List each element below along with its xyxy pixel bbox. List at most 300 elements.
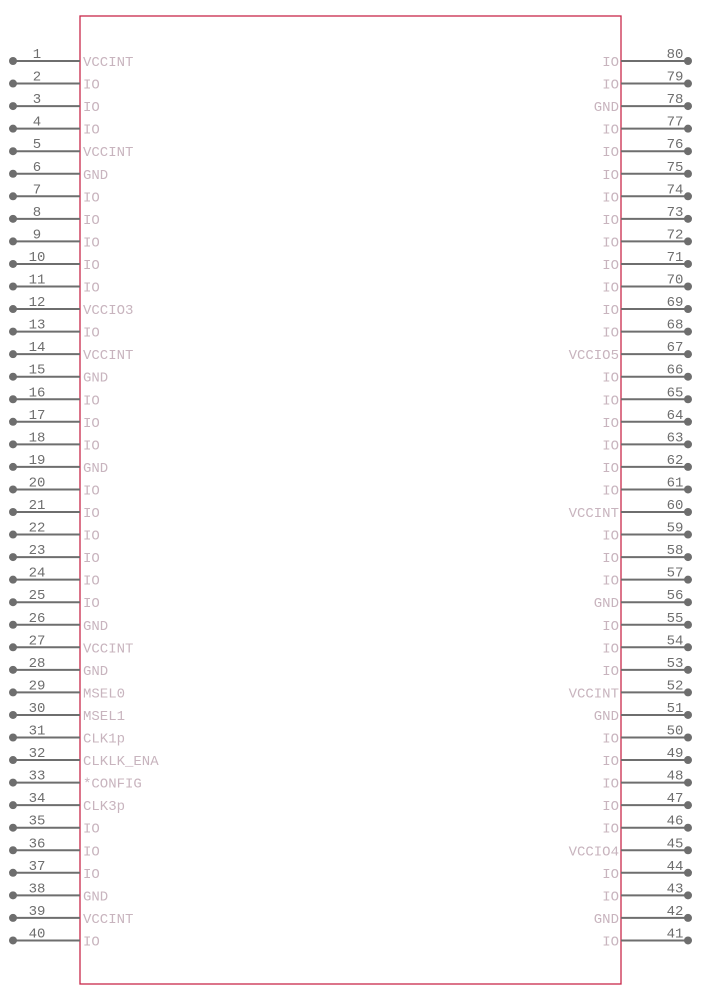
pin-end-dot [684,914,692,922]
pin-end-dot [9,147,17,155]
pin-end-dot [9,440,17,448]
pin-end-dot [9,936,17,944]
pin-number: 69 [666,295,684,312]
pin-end-dot [684,192,692,200]
pin-end-dot [9,463,17,471]
pin-number: 57 [666,565,684,582]
pin-number: 61 [666,475,684,492]
pin-name: IO [83,483,100,500]
pin-number: 43 [666,881,684,898]
pin-number: 68 [666,317,684,334]
pin-number: 13 [28,317,46,334]
pin-name: IO [602,303,619,320]
pin-end-dot [9,621,17,629]
pin-name: VCCINT [83,911,134,928]
pin-end-dot [9,824,17,832]
pin-24 [9,566,100,590]
pin-number: 79 [666,69,684,86]
pin-end-dot [684,147,692,155]
pin-33 [9,769,142,793]
pin-name: MSEL1 [83,708,126,725]
pin-42 [594,904,692,928]
pin-end-dot [684,688,692,696]
pin-name: IO [602,235,619,252]
pin-name: IO [83,506,100,522]
pin-45 [569,836,692,860]
pin-end-dot [9,576,17,584]
pin-number: 74 [666,182,684,199]
pin-end-dot [9,711,17,719]
pin-number: 21 [28,498,46,514]
pin-15 [9,363,108,387]
pin-end-dot [684,531,692,539]
pin-number: 28 [28,655,46,672]
pin-17 [9,408,100,432]
pin-name: CLK3p [83,799,126,816]
pin-name: IO [83,866,100,883]
pin-number: 66 [666,362,684,379]
pin-name: GND [593,911,619,928]
pin-number: 62 [666,452,684,469]
pin-41 [602,926,692,950]
pin-end-dot [684,598,692,606]
pin-72 [602,227,692,251]
pin-number: 26 [28,610,46,627]
pin-61 [602,475,692,499]
pin-65 [602,385,692,409]
pin-name: VCCINT [83,145,134,162]
pin-name: IO [602,122,619,139]
pin-number: 77 [666,114,684,131]
pin-end-dot [684,170,692,178]
pin-number: 45 [666,836,684,853]
pin-number: 3 [32,92,42,109]
pin-end-dot [9,734,17,742]
pin-end-dot [684,801,692,809]
pin-47 [602,791,692,815]
pin-number: 78 [666,92,684,109]
pin-name: IO [83,393,100,410]
pin-name: IO [83,934,100,951]
pin-79 [602,70,692,94]
pin-43 [602,881,692,905]
pin-number: 6 [32,159,42,176]
pin-number: 15 [28,362,46,379]
pin-name: IO [83,844,100,861]
pin-26 [9,611,108,635]
pin-name: IO [602,799,619,816]
pin-end-dot [9,666,17,674]
pin-end-dot [684,936,692,944]
pin-end-dot [684,846,692,854]
pin-name: VCCIO5 [568,348,619,365]
pin-end-dot [684,283,692,291]
pin-number: 32 [28,746,46,763]
pin-end-dot [684,237,692,245]
pin-66 [602,363,692,387]
pin-name: VCCIO4 [568,844,619,861]
pin-end-dot [9,485,17,493]
pin-19 [9,453,108,477]
pin-name: IO [83,100,100,117]
pin-end-dot [9,508,17,516]
pin-13 [9,318,100,342]
pin-number: 12 [28,295,46,312]
pin-name: IO [83,280,100,297]
pin-end-dot [684,125,692,133]
pin-name: IO [602,663,619,680]
pin-2 [9,70,100,94]
pin-name: GND [83,889,109,906]
pin-number: 80 [666,47,684,63]
pin-9 [9,227,100,251]
pin-number: 2 [32,69,42,86]
pin-number: 41 [666,926,684,943]
pin-number: 65 [666,385,684,402]
pin-end-dot [9,891,17,899]
pin-1 [9,47,133,71]
pin-6 [9,160,108,184]
pin-number: 7 [32,182,42,199]
pin-end-dot [9,170,17,178]
pin-name: IO [83,122,100,139]
pin-end-dot [684,576,692,584]
pin-37 [9,859,100,883]
pin-name: IO [602,528,619,545]
pin-name: IO [602,257,619,274]
pin-8 [9,205,100,229]
pin-34 [9,791,125,815]
pin-end-dot [684,824,692,832]
pin-number: 25 [28,588,46,605]
pin-4 [9,115,100,139]
pin-53 [602,656,692,680]
pin-75 [602,160,692,184]
pin-48 [602,769,692,793]
pin-end-dot [684,350,692,358]
pin-name: IO [602,483,619,500]
pin-number: 38 [28,881,46,898]
pin-end-dot [684,328,692,336]
pin-name: CLK1p [83,731,126,748]
pin-number: 76 [666,137,684,154]
pin-number: 44 [666,858,684,875]
pin-end-dot [684,621,692,629]
pin-end-dot [684,553,692,561]
pin-end-dot [9,418,17,426]
pin-71 [602,250,692,274]
pin-end-dot [684,440,692,448]
pin-end-dot [684,57,692,65]
pin-name: IO [602,866,619,883]
pin-31 [9,724,125,748]
pin-number: 71 [666,249,684,266]
pin-62 [602,453,692,477]
pin-number: 46 [666,813,684,830]
pin-end-dot [684,779,692,787]
pin-80 [602,47,692,71]
pin-number: 19 [28,452,46,469]
pin-number: 48 [666,768,684,785]
pin-name: GND [593,596,619,613]
pin-end-dot [9,801,17,809]
right-pin-group [569,47,692,950]
pin-name: IO [602,460,619,477]
pin-63 [602,430,692,454]
pin-77 [602,115,692,139]
pin-number: 67 [666,340,684,357]
pin-number: 31 [28,723,46,740]
pin-number: 54 [666,633,684,650]
pin-name: IO [602,438,619,455]
pin-name: VCCINT [83,348,134,365]
pin-number: 18 [28,430,46,447]
pin-21 [9,498,100,522]
pin-23 [9,543,100,567]
pin-number: 52 [666,678,684,695]
pin-number: 10 [28,249,46,266]
pin-number: 56 [666,588,684,605]
pin-name: IO [83,325,100,342]
pin-50 [602,724,692,748]
left-pin-group [9,47,159,950]
pin-number: 22 [28,520,46,537]
pin-name: IO [602,370,619,387]
pin-name: IO [602,618,619,635]
pin-end-dot [9,846,17,854]
pin-name: GND [83,460,109,477]
pin-number: 50 [666,723,684,740]
pin-number: 40 [28,926,46,943]
pin-name: IO [602,393,619,410]
pin-end-dot [9,688,17,696]
pin-30 [9,701,125,725]
pin-end-dot [9,373,17,381]
pin-name: IO [602,190,619,207]
pin-end-dot [684,373,692,381]
pin-number: 16 [28,385,46,402]
pin-end-dot [9,260,17,268]
pin-number: 37 [28,858,46,875]
pin-number: 73 [666,204,684,221]
pin-name: IO [602,934,619,951]
pin-name: IO [602,889,619,906]
pin-number: 35 [28,813,46,830]
pin-end-dot [684,395,692,403]
pin-number: 30 [28,700,46,717]
pin-end-dot [684,869,692,877]
pin-name: IO [602,55,619,71]
pin-end-dot [9,350,17,358]
pin-78 [594,92,692,116]
pin-name: CLKLK_ENA [83,754,159,771]
component-body [80,16,621,984]
pin-11 [9,273,100,297]
pin-number: 70 [666,272,684,289]
pin-74 [602,182,692,206]
pin-end-dot [684,260,692,268]
pin-number: 8 [32,204,42,221]
pin-29 [9,678,125,702]
pin-number: 17 [28,407,46,424]
pin-73 [602,205,692,229]
pin-54 [602,633,692,657]
pin-18 [9,430,100,454]
pin-number: 24 [28,565,46,582]
pin-59 [602,521,692,545]
pin-end-dot [9,80,17,88]
pin-number: 51 [666,700,684,717]
pin-name: GND [593,100,619,117]
pin-end-dot [684,508,692,516]
pin-number: 75 [666,159,684,176]
pin-name: IO [602,551,619,568]
pin-28 [9,656,108,680]
pin-end-dot [9,598,17,606]
pin-number: 59 [666,520,684,537]
pin-number: 72 [666,227,684,244]
pin-number: 36 [28,836,46,853]
pin-name: IO [83,190,100,207]
pin-38 [9,881,108,905]
pin-40 [9,926,100,950]
pin-76 [602,137,692,161]
pin-end-dot [9,192,17,200]
pin-number: 1 [32,47,42,63]
pin-end-dot [9,869,17,877]
pin-56 [594,588,692,612]
pin-number: 27 [28,633,46,650]
pin-name: VCCINT [83,55,134,71]
pin-number: 47 [666,791,684,808]
pin-number: 34 [28,791,46,808]
pin-name: GND [593,708,619,725]
pin-35 [9,814,100,838]
pin-end-dot [684,305,692,313]
pin-number: 4 [32,114,42,131]
pin-64 [602,408,692,432]
pin-end-dot [9,756,17,764]
pin-name: IO [602,415,619,432]
pin-end-dot [684,102,692,110]
pin-name: IO [602,821,619,838]
pin-name: GND [83,618,109,635]
pin-name: IO [602,776,619,793]
pin-55 [602,611,692,635]
pin-number: 49 [666,746,684,763]
pin-end-dot [9,237,17,245]
pin-70 [602,273,692,297]
pin-number: 14 [28,340,46,357]
pin-name: MSEL0 [83,686,126,703]
pin-end-dot [684,643,692,651]
pin-end-dot [9,779,17,787]
pin-67 [569,340,692,364]
pin-name: IO [83,77,100,94]
pin-number: 55 [666,610,684,627]
pin-20 [9,475,100,499]
pin-36 [9,836,100,860]
pin-name: IO [83,257,100,274]
pin-end-dot [9,125,17,133]
pin-name: IO [602,731,619,748]
pin-name: IO [602,77,619,94]
pin-end-dot [9,305,17,313]
pin-end-dot [684,666,692,674]
pin-number: 5 [32,137,42,154]
pin-number: 9 [32,227,42,244]
pin-name: *CONFIG [83,776,142,793]
pin-name: IO [83,235,100,252]
pin-end-dot [684,891,692,899]
pin-name: IO [83,415,100,432]
pin-number: 53 [666,655,684,672]
pin-number: 58 [666,543,684,560]
pin-51 [594,701,692,725]
pin-name: IO [83,821,100,838]
pin-name: IO [83,596,100,613]
pin-3 [9,92,100,116]
pin-name: IO [83,551,100,568]
pin-7 [9,182,100,206]
pin-name: GND [83,167,109,184]
pin-number: 11 [28,272,46,289]
pin-end-dot [684,756,692,764]
pin-end-dot [684,80,692,88]
pin-14 [9,340,133,364]
pin-name: VCCINT [568,506,619,522]
pin-44 [602,859,692,883]
pin-name: IO [602,212,619,229]
pin-end-dot [9,395,17,403]
pin-number: 29 [28,678,46,695]
pin-name: IO [83,212,100,229]
pin-end-dot [9,102,17,110]
pin-end-dot [684,485,692,493]
pin-name: IO [602,754,619,771]
pin-name: VCCINT [568,686,619,703]
pin-12 [9,295,133,319]
pin-end-dot [684,711,692,719]
pin-name: IO [83,528,100,545]
pin-27 [9,633,133,657]
pin-5 [9,137,133,161]
pin-10 [9,250,100,274]
pin-end-dot [684,463,692,471]
pin-name: VCCINT [83,641,134,658]
pin-end-dot [9,643,17,651]
pin-end-dot [684,215,692,223]
pin-name: GND [83,370,109,387]
pin-end-dot [9,553,17,561]
pin-number: 39 [28,903,46,920]
pin-number: 23 [28,543,46,560]
pin-number: 63 [666,430,684,447]
pin-32 [9,746,159,770]
pin-number: 42 [666,903,684,920]
pin-number: 33 [28,768,46,785]
pin-name: IO [602,641,619,658]
pin-68 [602,318,692,342]
pin-60 [569,498,692,522]
pin-name: IO [83,438,100,455]
pin-end-dot [9,914,17,922]
pin-end-dot [684,418,692,426]
pin-16 [9,385,100,409]
pin-number: 64 [666,407,684,424]
pin-name: IO [602,573,619,590]
pin-name: IO [602,145,619,162]
